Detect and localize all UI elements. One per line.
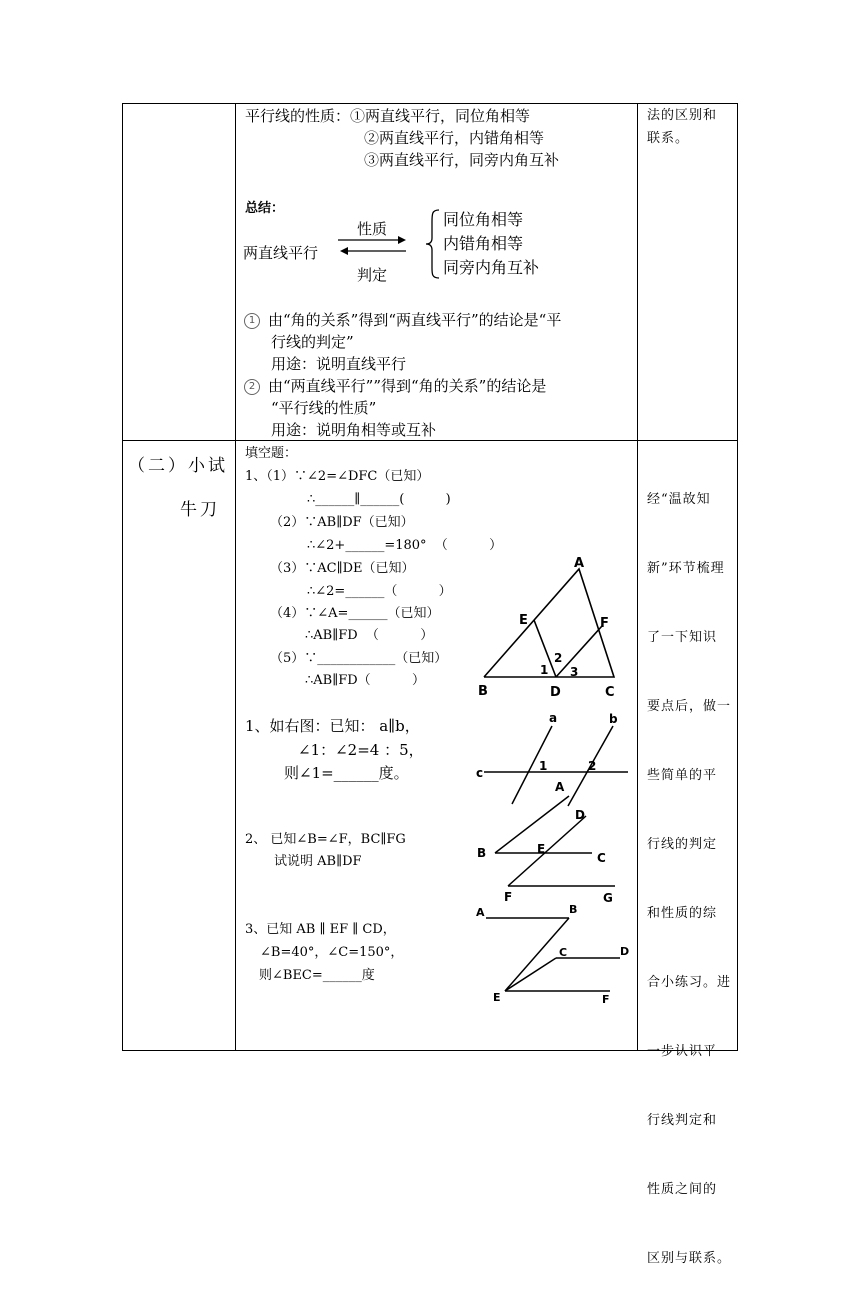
label-F: F [504, 890, 513, 904]
summary-label: 总结： [245, 201, 285, 216]
question-3-line2: ∠B=40°，∠C=150°， [260, 945, 404, 960]
label-F: F [602, 993, 610, 1006]
question-2-line2: 试说明 AB∥DF [274, 854, 362, 869]
section-title-line1: （二）小试 [128, 456, 228, 476]
label-G: G [603, 891, 613, 904]
bottom-right-line: 行线的判定 [647, 837, 718, 852]
top-right-note [647, 104, 717, 150]
bottom-right-line: 行线判定和 [647, 1113, 718, 1128]
bottom-right-line: 区别与联系。 [647, 1251, 732, 1266]
label-A: A [476, 906, 485, 919]
angle-2-label: 2 [554, 651, 563, 665]
brace-item-cointerior: 同旁内角互补 [443, 258, 540, 277]
brace-item-alternate: 内错角相等 [443, 234, 524, 253]
note-2-line1: 由“两直线平行””得到“角的关系”的结论是 [268, 377, 547, 395]
brace-item-corresponding: 同位角相等 [443, 210, 524, 229]
fill-line: ∴∠2+______=180° （ ） [307, 538, 503, 553]
arrow-label-judgement: 判定 [357, 266, 388, 284]
properties-item-3: ③两直线平行，同旁内角互补 [364, 151, 560, 169]
bidirectional-arrows-icon [336, 230, 412, 260]
label-F: F [600, 616, 609, 631]
note-2-line2: “平行线的性质” [271, 399, 377, 417]
bottom-right-line: 经“温故知 [647, 492, 711, 507]
label-D: D [550, 685, 561, 700]
label-D: D [575, 808, 585, 822]
top-right-line: 法的区别和 [647, 108, 718, 123]
fill-line: （4）∵∠A=______（已知） [270, 606, 440, 621]
note-1-use: 用途：说明直线平行 [271, 355, 407, 373]
line-a-label: a [549, 711, 558, 725]
note-1-number: 1 [244, 313, 260, 329]
label-C: C [559, 946, 568, 959]
fill-line: （5）∵____________（已知） [270, 651, 448, 666]
question-3-line3: 则∠BEC=______度 [259, 968, 375, 983]
bottom-right-line: 新”环节梳理 [647, 561, 725, 576]
angle-2-label: 2 [588, 759, 597, 773]
left-brace-icon [424, 208, 442, 280]
bottom-right-line: 性质之间的 [647, 1182, 718, 1197]
note-1-line1: 由“角的关系”得到“两直线平行”的结论是“平 [268, 311, 562, 329]
zigzag-figure [472, 776, 632, 904]
label-C: C [597, 851, 606, 865]
note-1 [244, 310, 561, 330]
fill-line: （3）∵AC∥DE（已知） [270, 561, 415, 576]
fill-line: （2）∵AB∥DF（已知） [270, 515, 414, 530]
angle-1-label: 1 [539, 759, 548, 773]
angle-3-label: 3 [570, 665, 579, 679]
two-lines-parallel-text: 两直线平行 [243, 244, 319, 262]
question-2-line1: 2、 已知∠B=∠F，BC∥FG [245, 832, 406, 847]
top-right-line: 联系。 [647, 131, 690, 146]
properties-title: 平行线的性质：①两直线平行，同位角相等 [245, 107, 531, 125]
table-divider-2 [637, 103, 638, 1051]
label-B: B [569, 903, 578, 916]
label-A: A [574, 556, 585, 571]
question-3-line1: 3、已知 AB ∥ EF ∥ CD， [245, 922, 396, 937]
line-b-label: b [609, 712, 618, 726]
question-1-line1: 1、如右图：已知： a∥b， [245, 717, 420, 735]
line-c-label: c [476, 766, 484, 780]
label-C: C [605, 685, 615, 700]
table-divider-1 [235, 103, 236, 1051]
table-border-top [122, 103, 738, 104]
bottom-right-note [647, 442, 731, 1293]
angle-bec-figure [472, 900, 632, 1010]
table-border-bottom [122, 1050, 738, 1051]
label-E: E [519, 613, 528, 628]
triangle-figure [472, 552, 622, 702]
fill-line: ∴______∥______( ) [307, 492, 451, 507]
bottom-right-line: 要点后，做一 [647, 699, 732, 714]
label-E: E [537, 842, 546, 856]
question-1-line2: ∠1：∠2=4 ：5， [298, 741, 424, 759]
table-border-right [737, 103, 738, 1051]
table-row-divider [122, 440, 738, 441]
bottom-right-line: 合小练习。进 [647, 975, 732, 990]
label-B: B [478, 684, 488, 699]
arrow-label-property: 性质 [357, 220, 388, 238]
note-2 [244, 376, 546, 396]
section-title-line2: 牛刀 [180, 500, 220, 520]
label-E: E [493, 991, 501, 1004]
fill-line: 1、（1）∵∠2=∠DFC（已知） [245, 469, 430, 484]
fill-in-title: 填空题： [245, 446, 298, 461]
note-2-use: 用途：说明角相等或互补 [271, 421, 437, 439]
label-A: A [555, 780, 565, 794]
bottom-right-line: 一步认识平 [647, 1044, 718, 1059]
properties-item-2: ②两直线平行，内错角相等 [364, 129, 545, 147]
label-B: B [477, 846, 487, 860]
bottom-right-line: 些简单的平 [647, 768, 718, 783]
fill-line: ∴∠2=______（ ） [307, 584, 452, 599]
fill-line: ∴AB∥FD （ ） [305, 628, 434, 643]
fill-line: ∴AB∥FD（ ） [305, 673, 425, 688]
table-border-left [122, 103, 123, 1051]
bottom-right-line: 和性质的综 [647, 906, 718, 921]
note-2-number: 2 [244, 379, 260, 395]
label-D: D [620, 945, 630, 958]
question-1-line3: 则∠1=______度。 [284, 764, 409, 782]
bottom-right-line: 了一下知识 [647, 630, 718, 645]
angle-1-label: 1 [540, 663, 549, 677]
note-1-line2: 行线的判定” [271, 333, 354, 351]
